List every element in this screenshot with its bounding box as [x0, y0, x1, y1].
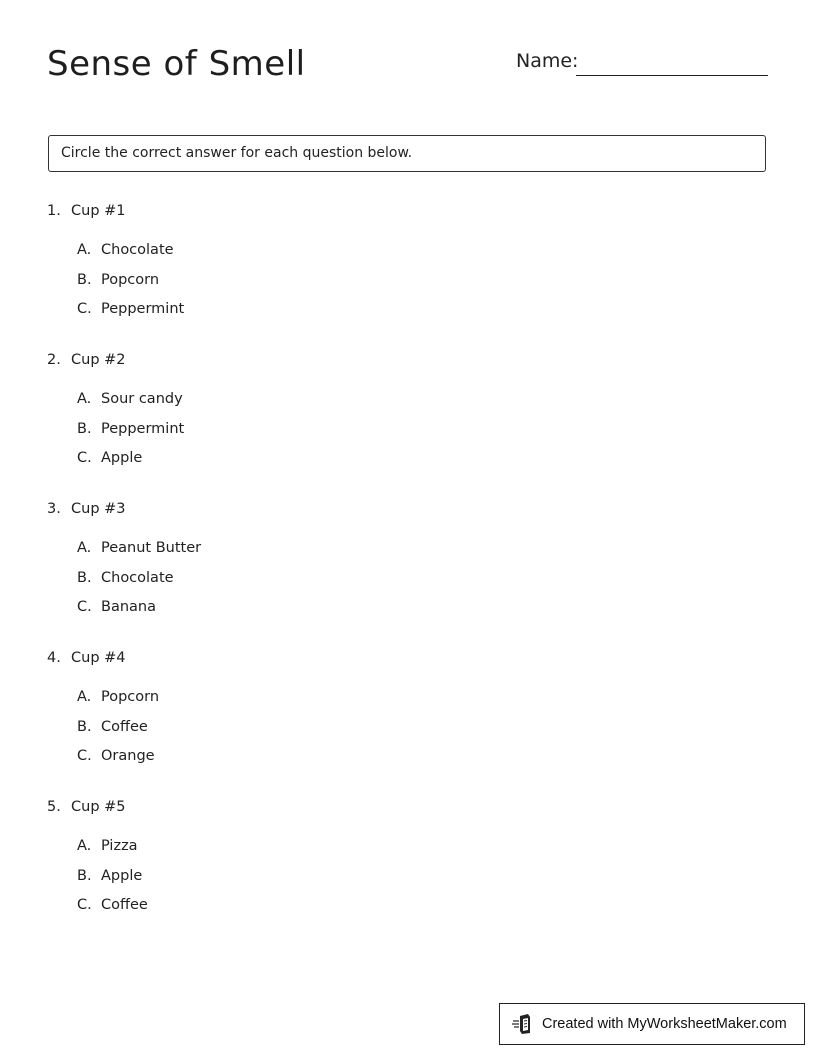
answer-options [47, 389, 747, 478]
option-letter: A. [77, 540, 92, 556]
answer-option-b[interactable] [77, 270, 747, 300]
question-number: 5. [47, 799, 61, 815]
option-letter: A. [77, 391, 92, 407]
name-blank-line[interactable] [576, 75, 768, 76]
question-4 [47, 648, 747, 776]
option-text: Peppermint [101, 301, 185, 317]
answer-options [47, 687, 747, 776]
question-text: Cup #1 [71, 203, 126, 219]
question-text: Cup #3 [71, 501, 126, 517]
option-letter: B. [77, 420, 92, 437]
option-letter: A. [77, 838, 92, 854]
question-2 [47, 350, 747, 478]
answer-option-a[interactable] [77, 240, 747, 270]
answer-options [47, 836, 747, 925]
answer-option-c[interactable] [77, 895, 747, 925]
option-text: Peanut Butter [101, 540, 202, 556]
footer-text: Created with MyWorksheetMaker.com [542, 1016, 787, 1032]
answer-option-b[interactable] [77, 717, 747, 747]
answer-option-a[interactable] [77, 538, 747, 568]
footer-badge[interactable] [499, 1003, 805, 1045]
question-5 [47, 797, 747, 925]
answer-options [47, 538, 747, 627]
question-header [47, 350, 747, 370]
option-letter: A. [77, 689, 92, 705]
option-letter: B. [77, 718, 92, 735]
question-header [47, 797, 747, 817]
option-text: Popcorn [101, 271, 160, 288]
answer-option-a[interactable] [77, 389, 747, 419]
page-title: Sense of Smell [47, 44, 306, 84]
answer-option-b[interactable] [77, 568, 747, 598]
option-text: Apple [101, 867, 143, 884]
option-text: Popcorn [101, 689, 160, 705]
option-text: Banana [101, 599, 156, 615]
worksheet-maker-logo-icon [512, 1013, 536, 1035]
question-3 [47, 499, 747, 627]
answer-option-c[interactable] [77, 597, 747, 627]
question-header [47, 499, 747, 519]
option-text: Peppermint [101, 420, 185, 437]
question-header [47, 201, 747, 221]
instructions-box: Circle the correct answer for each question below. [48, 135, 766, 172]
option-letter: A. [77, 242, 92, 258]
question-number: 2. [47, 352, 61, 368]
name-label: Name: [516, 50, 579, 72]
option-letter: C. [77, 599, 92, 615]
option-letter: B. [77, 867, 92, 884]
option-letter: C. [77, 301, 92, 317]
option-letter: C. [77, 897, 92, 913]
question-number: 4. [47, 650, 61, 666]
answer-option-a[interactable] [77, 836, 747, 866]
question-1 [47, 201, 747, 329]
question-text: Cup #5 [71, 799, 126, 815]
option-text: Sour candy [101, 391, 183, 407]
answer-option-c[interactable] [77, 299, 747, 329]
option-letter: B. [77, 271, 92, 288]
option-text: Coffee [101, 718, 148, 735]
question-text: Cup #2 [71, 352, 126, 368]
answer-option-b[interactable] [77, 866, 747, 896]
option-letter: C. [77, 450, 92, 466]
name-field-block [516, 48, 770, 80]
answer-options [47, 240, 747, 329]
answer-option-a[interactable] [77, 687, 747, 717]
question-header [47, 648, 747, 668]
option-text: Chocolate [101, 242, 174, 258]
question-number: 1. [47, 203, 61, 219]
option-letter: C. [77, 748, 92, 764]
question-text: Cup #4 [71, 650, 126, 666]
option-text: Pizza [101, 838, 138, 854]
answer-option-c[interactable] [77, 746, 747, 776]
option-text: Orange [101, 748, 155, 764]
question-number: 3. [47, 501, 61, 517]
answer-option-c[interactable] [77, 448, 747, 478]
option-text: Apple [101, 450, 143, 466]
answer-option-b[interactable] [77, 419, 747, 449]
option-letter: B. [77, 569, 92, 586]
option-text: Coffee [101, 897, 148, 913]
option-text: Chocolate [101, 569, 174, 586]
